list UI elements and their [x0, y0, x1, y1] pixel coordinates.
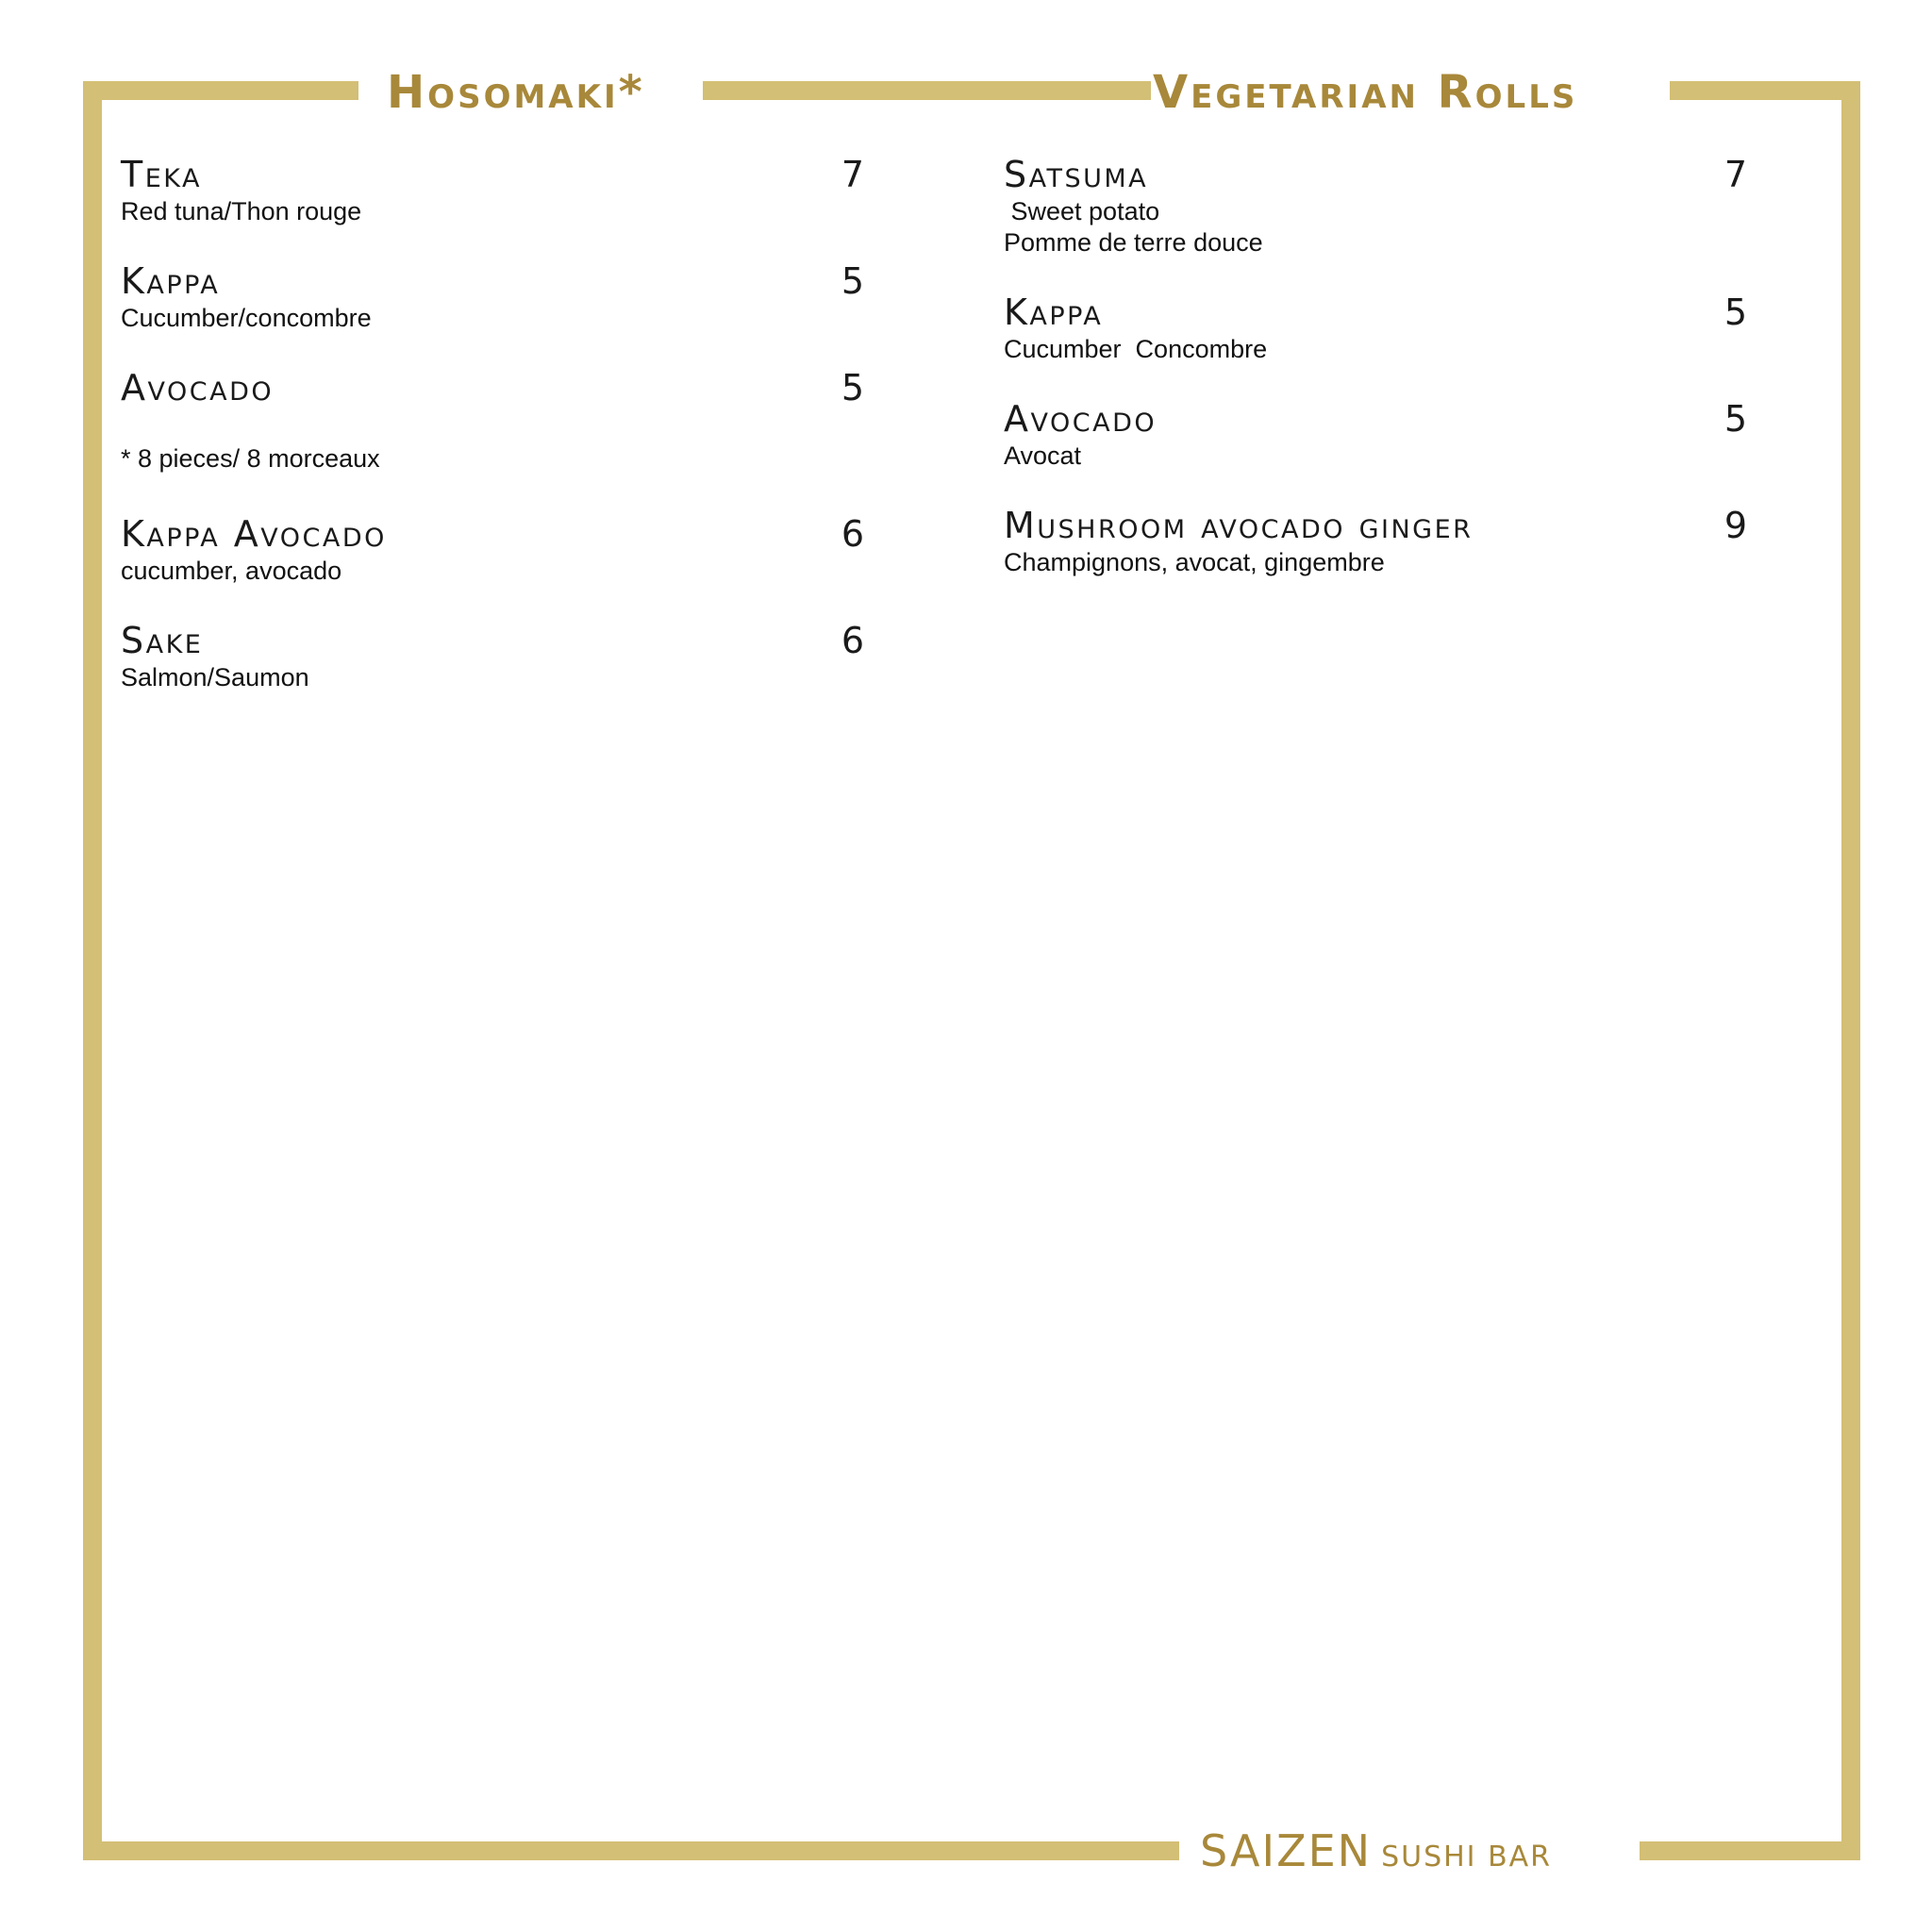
item-description: Salmon/Saumon [121, 663, 309, 691]
item-description: cucumber, avocado [121, 557, 342, 585]
item-price: 9 [1724, 505, 1747, 546]
item-name: Avocado [121, 367, 275, 408]
frame-right-side [1841, 81, 1860, 1860]
menu-item-sake [121, 619, 864, 693]
hosomaki-menu [121, 153, 864, 725]
item-name: Kappa [121, 260, 221, 302]
menu-item-avocado [1004, 397, 1747, 472]
vegetarian-rolls-menu [1004, 153, 1747, 610]
item-price: 7 [1724, 154, 1747, 195]
item-price: 6 [841, 620, 864, 661]
item-name: Kappa Avocado [121, 513, 387, 555]
item-price: 7 [841, 154, 864, 195]
item-description: Cucumber Concombre [1004, 335, 1268, 363]
item-name: Mushroom avocado ginger [1004, 505, 1474, 546]
item-description: Cucumber/concombre [121, 304, 372, 332]
section-title-hosomaki: Hosomaki* [387, 66, 645, 119]
frame-top-middle-segment [703, 81, 1151, 100]
item-price: 5 [841, 367, 864, 408]
menu-item-teka [121, 153, 864, 227]
item-name: Satsuma [1004, 154, 1149, 195]
brand-footer [1200, 1825, 1552, 1887]
item-price: 5 [1724, 291, 1747, 333]
menu-item-avocado [121, 366, 864, 409]
item-price: 5 [841, 260, 864, 302]
item-name: Teka [121, 154, 202, 195]
item-price: 5 [1724, 398, 1747, 440]
item-description: Red tuna/Thon rouge [121, 197, 362, 225]
section-title-vegetarian-rolls: Vegetarian Rolls [1153, 66, 1578, 119]
item-description: Champignons, avocat, gingembre [1004, 548, 1385, 576]
frame-left-side [83, 81, 102, 1860]
item-description: Avocat [1004, 441, 1082, 470]
item-name: Sake [121, 620, 204, 661]
frame-top-left-segment [83, 81, 358, 100]
pieces-note: * 8 pieces/ 8 morceaux [121, 444, 380, 473]
menu-item-mushroom-avocado-ginger [1004, 504, 1747, 578]
item-description: Sweet potato [1004, 197, 1160, 225]
menu-item-satsuma [1004, 153, 1747, 258]
frame-bottom-left-segment [83, 1841, 1179, 1860]
item-name: Kappa [1004, 291, 1104, 333]
frame-bottom-right-segment [1640, 1841, 1860, 1860]
menu-item-kappa [121, 259, 864, 334]
frame-top-right-segment [1670, 81, 1860, 100]
menu-item-kappa [1004, 291, 1747, 365]
item-name: Avocado [1004, 398, 1158, 440]
item-price: 6 [841, 513, 864, 555]
item-description-secondary: Pomme de terre douce [1004, 228, 1263, 257]
menu-item-kappa-avocado [121, 512, 864, 587]
brand-name: SAIZEN [1200, 1825, 1373, 1876]
brand-subtitle: SUSHI BAR [1381, 1840, 1553, 1874]
